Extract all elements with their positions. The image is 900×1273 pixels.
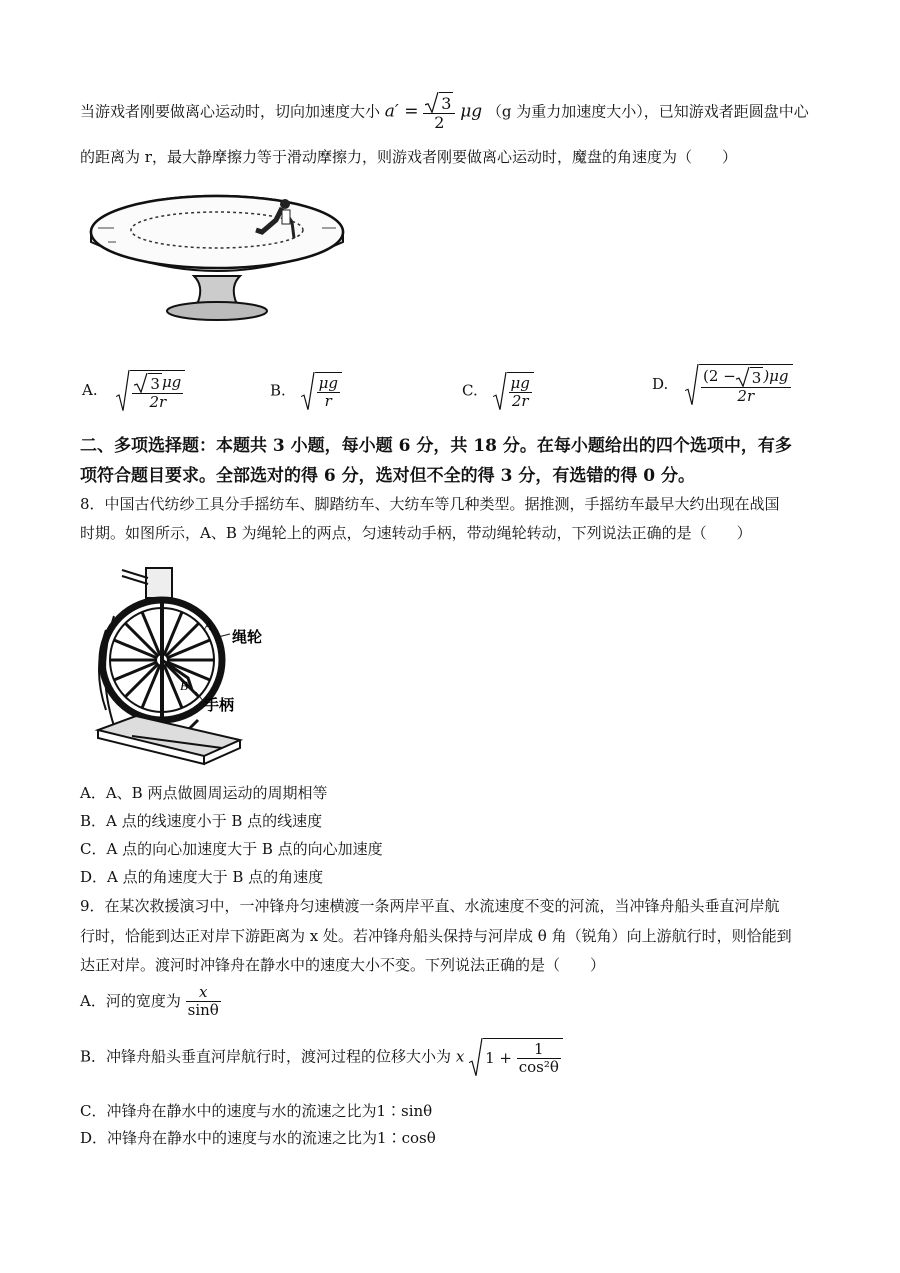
q8-line1: 8．中国古代纺纱工具分手摇纺车、脚踏纺车、大纺车等几种类型。据推测，手摇纺车最早大约出现在战国 [80, 495, 780, 513]
symbol-x: x [455, 1047, 465, 1066]
accel-symbol: a′ = [384, 101, 419, 122]
option-c-radical: $\frac{\mu g}{2r}$ [493, 372, 534, 411]
q7-option-c[interactable] [462, 372, 534, 411]
q9-option-a[interactable] [80, 984, 221, 1020]
q8-option-d[interactable]: D．A 点的角速度大于 B 点的角速度 [80, 868, 324, 886]
mu-g: μg [460, 101, 483, 122]
q7-line1 [80, 92, 809, 133]
q7-option-a[interactable] [82, 370, 185, 412]
q7-option-b[interactable] [270, 372, 342, 411]
q7-option-d[interactable] [652, 364, 793, 406]
q8-option-c[interactable]: C．A 点的向心加速度大于 B 点的向心加速度 [80, 840, 383, 858]
option-b-radical: 1 + $\frac{1}{\text{cos²θ}}$ [469, 1038, 563, 1077]
section2-heading-line1: 二、多项选择题：本题共 3 小题，每小题 6 分，共 18 分。在每小题给出的四个选项中，有多 [80, 436, 792, 456]
figure-label-b: B [180, 678, 188, 693]
sqrt-three: 3 [425, 92, 453, 113]
option-b-radical: $\frac{\mu g}{r}$ [301, 372, 342, 411]
q9-option-b[interactable] [80, 1038, 563, 1077]
option-label: A. [82, 380, 98, 399]
option-a-radical: $\frac{3 \mu g}{2r}$ [116, 370, 185, 412]
q8-option-b[interactable]: B．A 点的线速度小于 B 点的线速度 [80, 812, 323, 830]
q9-line2: 行时，恰能到达正对岸下游距离为 x 处。若冲锋舟船头保持与河岸成 θ 角（锐角）向上游航行时，则恰能到 [80, 927, 792, 945]
figure-label-handle: 手柄 [204, 696, 235, 714]
q7-line2: 的距离为 r，最大静摩擦力等于滑动摩擦力，则游戏者刚要做离心运动时，魔盘的角速度为（ ） [80, 148, 737, 166]
q9-line3: 达正对岸。渡河时冲锋舟在静水中的速度大小不变。下列说法正确的是（ ） [80, 956, 606, 974]
q8-option-a[interactable]: A．A、B 两点做圆周运动的周期相等 [80, 784, 328, 802]
q7-text-a: 当游戏者刚要做离心运动时，切向加速度大小 [80, 102, 381, 121]
figure-label-wheel: 绳轮 [232, 628, 263, 646]
figure-label-a: A [204, 618, 212, 633]
option-label: D. [652, 374, 669, 393]
q9-line1: 9．在某次救援演习中，一冲锋舟匀速横渡一条两岸平直、水流速度不变的河流，当冲锋舟船头垂直河岸航 [80, 897, 780, 915]
option-text: B．冲锋舟船头垂直河岸航行时，渡河过程的位移大小为 [80, 1047, 452, 1066]
q9-option-d[interactable]: D．冲锋舟在静水中的速度与水的流速之比为1∶cosθ [80, 1129, 436, 1147]
accel-fraction: $\frac{3}{2}$ [423, 92, 455, 133]
q9-option-c[interactable]: C．冲锋舟在静水中的速度与水的流速之比为1∶sinθ [80, 1102, 433, 1120]
q7-text-b: （g 为重力加速度大小），已知游戏者距圆盘中心 [486, 102, 809, 121]
option-d-radical: (2 − 3 )μg 2r [685, 364, 792, 406]
option-label: B. [270, 381, 286, 400]
spinning-wheel-figure [92, 560, 282, 772]
section2-heading-line2: 项符合题目要求。全部选对的得 6 分，选对但不全的得 3 分，有选错的得 0 分。 [80, 466, 695, 486]
option-label: C. [462, 381, 478, 400]
magic-disc-figure [86, 190, 348, 330]
option-text: A．河的宽度为 [80, 991, 181, 1010]
option-a-fraction: $\frac{x}{\sin\theta}$ [187, 983, 219, 1020]
q8-line2: 时期。如图所示，A、B 为绳轮上的两点，匀速转动手柄，带动绳轮转动，下列说法正确的是（ ） [80, 524, 752, 542]
